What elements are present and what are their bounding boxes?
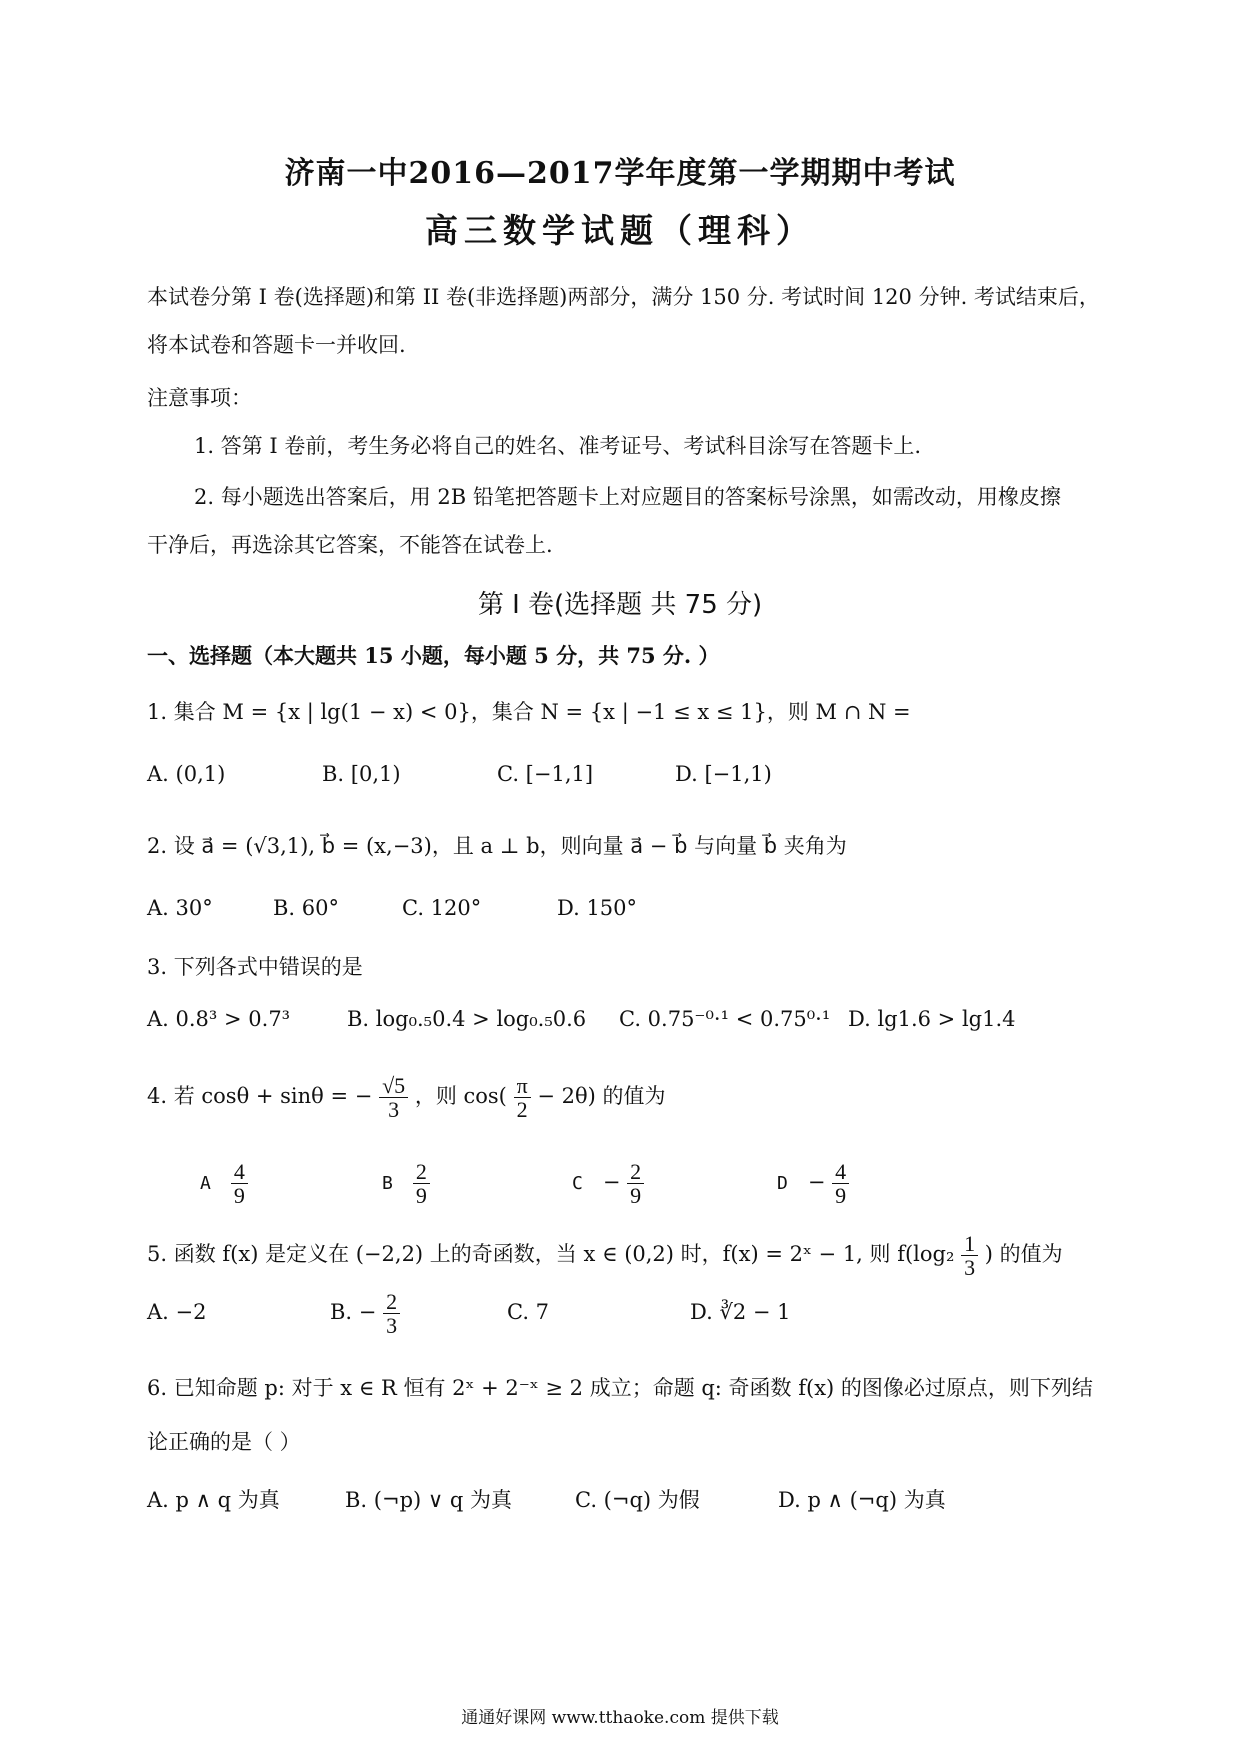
option-fraction — [413, 1160, 430, 1207]
option-fraction — [231, 1160, 248, 1207]
question-4-stem — [147, 1074, 666, 1121]
question-4-stem-part-b: ，则 cos( — [414, 1084, 507, 1109]
fraction-denominator: 3 — [386, 1313, 398, 1339]
page-footer: 通通好课网 www.tthaoke.com 提供下载 — [461, 1708, 779, 1728]
question-3-option-d: D. lg1.6 > lg1.4 — [848, 1007, 1016, 1031]
option-text: B. − — [330, 1300, 377, 1325]
question-3-option-a: A. 0.8³ > 0.7³ — [147, 1007, 291, 1031]
fraction-numerator: √5 — [379, 1074, 408, 1098]
question-1-option-a: A. (0,1) — [147, 762, 226, 786]
question-6-option-c: C. (¬q) 为假 — [575, 1488, 700, 1512]
option-fraction — [832, 1160, 849, 1207]
question-5-option-c: C. 7 — [507, 1300, 550, 1324]
question-3-option-b: B. log₀.₅0.4 > log₀.₅0.6 — [347, 1007, 587, 1031]
question-2-option-c: C. 120° — [402, 896, 482, 920]
question-3-stem: 3. 下列各式中错误的是 — [147, 955, 363, 979]
option-label: A — [200, 1173, 211, 1195]
option-sign: − — [807, 1170, 826, 1195]
notice-item-1: 1. 答第 I 卷前，考生务必将自己的姓名、准考证号、考试科目涂写在答题卡上. — [194, 434, 922, 458]
notice-item-2a: 2. 每小题选出答案后，用 2B 铅笔把答题卡上对应题目的答案标号涂黑，如需改动，用橡皮擦 — [194, 485, 1061, 509]
fraction-numerator: 2 — [383, 1290, 400, 1314]
question-2-stem: 2. 设 a⃗ = (√3,1), b⃗ = (x,−3)，且 a ⊥ b，则向量 a⃗ − b⃗ 与向量 b⃗ 夹角为 — [147, 834, 847, 858]
notice-item-2b: 干净后，再选涂其它答案，不能答在试卷上. — [147, 533, 553, 557]
question-4-option-d — [777, 1160, 849, 1207]
section-part-heading: 一、选择题（本大题共 15 小题，每小题 5 分，共 75 分. ） — [147, 643, 720, 668]
question-1-stem: 1. 集合 M = {x | lg(1 − x) < 0}，集合 N = {x | −1 ≤ x ≤ 1}，则 M ∩ N = — [147, 700, 911, 724]
fraction-numerator: 2 — [627, 1160, 644, 1184]
fraction-numerator: 2 — [413, 1160, 430, 1184]
question-5-stem-part-a: 5. 函数 f(x) 是定义在 (−2,2) 上的奇函数，当 x ∈ (0,2) 时，f(x) = 2ˣ − 1, 则 f(log₂ — [147, 1242, 955, 1267]
fraction-denominator: 3 — [388, 1097, 400, 1123]
fraction-denominator: 9 — [630, 1183, 642, 1209]
question-4-stem-part-c: − 2θ) 的值为 — [537, 1084, 666, 1109]
question-4-stem-part-a: 4. 若 cosθ + sinθ = − — [147, 1084, 373, 1109]
question-4-option-a — [200, 1160, 248, 1207]
question-6-option-b: B. (¬p) ∨ q 为真 — [345, 1488, 513, 1512]
option-fraction — [627, 1160, 644, 1207]
option-sign: − — [602, 1170, 621, 1195]
question-2-option-b: B. 60° — [273, 896, 340, 920]
fraction-denominator: 9 — [233, 1183, 245, 1209]
notice-label: 注意事项： — [147, 386, 252, 410]
question-4-fraction-sqrt5-over-3 — [379, 1074, 408, 1121]
question-4-option-c — [572, 1160, 644, 1207]
question-4-fraction-pi-over-2 — [514, 1074, 531, 1121]
question-4-option-b — [382, 1160, 430, 1207]
exam-subtitle: 高三数学试题（理科） — [425, 211, 815, 250]
option-label: C — [572, 1173, 583, 1195]
fraction-denominator: 9 — [835, 1183, 847, 1209]
question-6-stem-line-1: 6. 已知命题 p: 对于 x ∈ R 恒有 2ˣ + 2⁻ˣ ≥ 2 成立；命题 q: 奇函数 f(x) 的图像必过原点，则下列结 — [147, 1376, 1093, 1400]
question-3-option-c: C. 0.75⁻⁰·¹ < 0.75⁰·¹ — [619, 1007, 831, 1031]
question-5-stem-part-b: ) 的值为 — [984, 1242, 1063, 1267]
fraction-denominator: 2 — [516, 1097, 528, 1123]
exam-title: 济南一中2016—2017学年度第一学期期中考试 — [284, 156, 956, 191]
question-1-option-b: B. [0,1) — [322, 762, 401, 786]
fraction-numerator: 4 — [832, 1160, 849, 1184]
question-5-fraction-one-third — [961, 1232, 978, 1279]
option-fraction — [383, 1290, 400, 1337]
question-1-option-d: D. [−1,1) — [675, 762, 772, 786]
fraction-denominator: 3 — [964, 1255, 976, 1281]
question-1-option-c: C. [−1,1] — [497, 762, 594, 786]
question-6-stem-line-2: 论正确的是（ ） — [147, 1430, 301, 1454]
question-6-option-a: A. p ∧ q 为真 — [147, 1488, 280, 1512]
question-5-option-b — [330, 1290, 400, 1337]
question-5-option-a: A. −2 — [147, 1300, 207, 1324]
section-title: 第 I 卷(选择题 共 75 分) — [477, 590, 763, 620]
question-2-option-d: D. 150° — [557, 896, 638, 920]
option-label: B — [382, 1173, 393, 1195]
fraction-numerator: 1 — [961, 1232, 978, 1256]
question-5-stem — [147, 1232, 1063, 1279]
fraction-numerator: π — [514, 1074, 531, 1098]
intro-line-2: 将本试卷和答题卡一并收回. — [147, 333, 406, 357]
question-2-option-a: A. 30° — [147, 896, 213, 920]
option-label: D — [777, 1173, 788, 1195]
question-6-option-d: D. p ∧ (¬q) 为真 — [778, 1488, 946, 1512]
intro-line-1: 本试卷分第 I 卷(选择题)和第 II 卷(非选择题)两部分，满分 150 分. 考试时间 120 分钟. 考试结束后， — [147, 285, 1100, 309]
fraction-denominator: 9 — [415, 1183, 427, 1209]
question-5-option-d: D. ∛2 − 1 — [690, 1300, 791, 1324]
fraction-numerator: 4 — [231, 1160, 248, 1184]
